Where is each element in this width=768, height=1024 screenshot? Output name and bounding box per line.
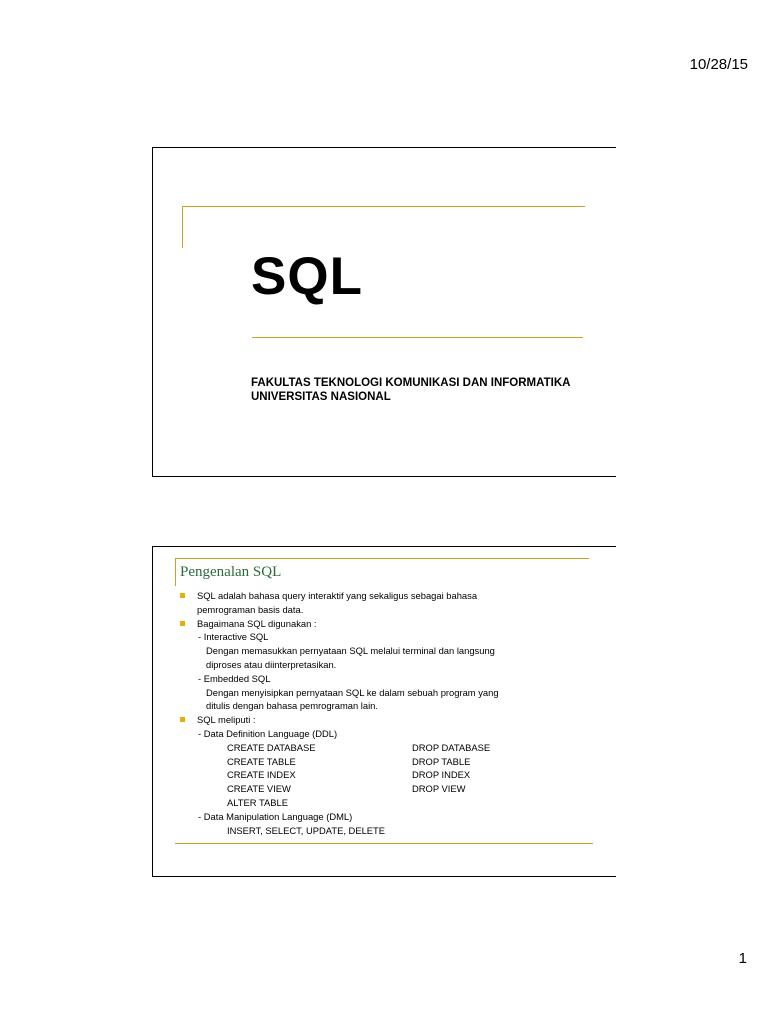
text-row — [180, 644, 600, 658]
text-row — [180, 686, 600, 700]
sub-item: - Embedded SQL — [198, 672, 271, 684]
text-row — [180, 603, 600, 617]
accent-line-vertical — [182, 206, 183, 248]
sub-item-text: Dengan menyisipkan pernyataan SQL ke dalam sebuah program yang — [206, 686, 499, 698]
sub-item-text: Dengan memasukkan pernyataan SQL melalui terminal dan langsung — [206, 645, 495, 657]
sub-item-text: ditulis dengan bahasa pemrograman lain. — [206, 700, 378, 712]
print-date: 10/28/15 — [689, 56, 748, 73]
ddl-command: ALTER TABLE — [227, 796, 288, 808]
bullet-text: SQL meliputi : — [197, 714, 256, 726]
sub-item-text: diproses atau diinterpretasikan. — [206, 658, 337, 670]
subtitle-line-university: UNIVERSITAS NASIONAL — [251, 391, 391, 403]
accent-line-vertical — [175, 558, 176, 586]
ddl-command: DROP VIEW — [412, 783, 466, 795]
subtitle-line-faculty: FAKULTAS TEKNOLOGI KOMUNIKASI DAN INFORMATIKA — [251, 377, 571, 389]
ddl-command: CREATE DATABASE — [227, 741, 316, 753]
accent-line-bottom — [175, 843, 593, 844]
text-row — [180, 699, 600, 713]
square-bullet-icon — [180, 621, 185, 626]
ddl-command: CREATE TABLE — [227, 755, 296, 767]
dml-commands: INSERT, SELECT, UPDATE, DELETE — [227, 824, 386, 836]
ddl-row — [180, 782, 600, 796]
slide-main-title: SQL — [251, 247, 363, 306]
ddl-row — [180, 796, 600, 810]
ddl-row — [180, 768, 600, 782]
ddl-command: DROP DATABASE — [412, 741, 491, 753]
accent-line-top — [175, 558, 589, 559]
sub-item: - Data Definition Language (DDL) — [198, 727, 338, 739]
bullet-text: SQL adalah bahasa query interaktif yang sekaligus sebagai bahasa — [197, 590, 478, 601]
ddl-command: CREATE INDEX — [227, 769, 296, 781]
ddl-row — [180, 741, 600, 755]
text-row — [180, 727, 600, 741]
bullet-row — [180, 589, 600, 603]
slide-body — [180, 589, 600, 837]
bullet-row — [180, 617, 600, 631]
square-bullet-icon — [180, 593, 185, 598]
ddl-command: CREATE VIEW — [227, 783, 291, 795]
ddl-row — [180, 755, 600, 769]
dml-row — [180, 824, 600, 838]
slide-subtitle — [251, 376, 570, 404]
sub-item: - Data Manipulation Language (DML) — [198, 810, 353, 822]
accent-line-middle — [252, 337, 583, 338]
text-row — [180, 810, 600, 824]
bullet-continuation: pemrograman basis data. — [197, 603, 304, 615]
text-row — [180, 672, 600, 686]
text-row — [180, 630, 600, 644]
square-bullet-icon — [180, 717, 185, 722]
slide-heading: Pengenalan SQL — [180, 564, 282, 580]
bullet-row — [180, 713, 600, 727]
text-row — [180, 658, 600, 672]
ddl-command: DROP INDEX — [412, 769, 471, 781]
page-number: 1 — [738, 950, 747, 967]
slide-title — [152, 147, 616, 477]
slide-intro-sql — [152, 546, 616, 877]
accent-line-top — [182, 206, 585, 207]
ddl-command: DROP TABLE — [412, 755, 471, 767]
bullet-text: Bagaimana SQL digunakan : — [197, 617, 317, 629]
sub-item: - Interactive SQL — [198, 631, 269, 643]
